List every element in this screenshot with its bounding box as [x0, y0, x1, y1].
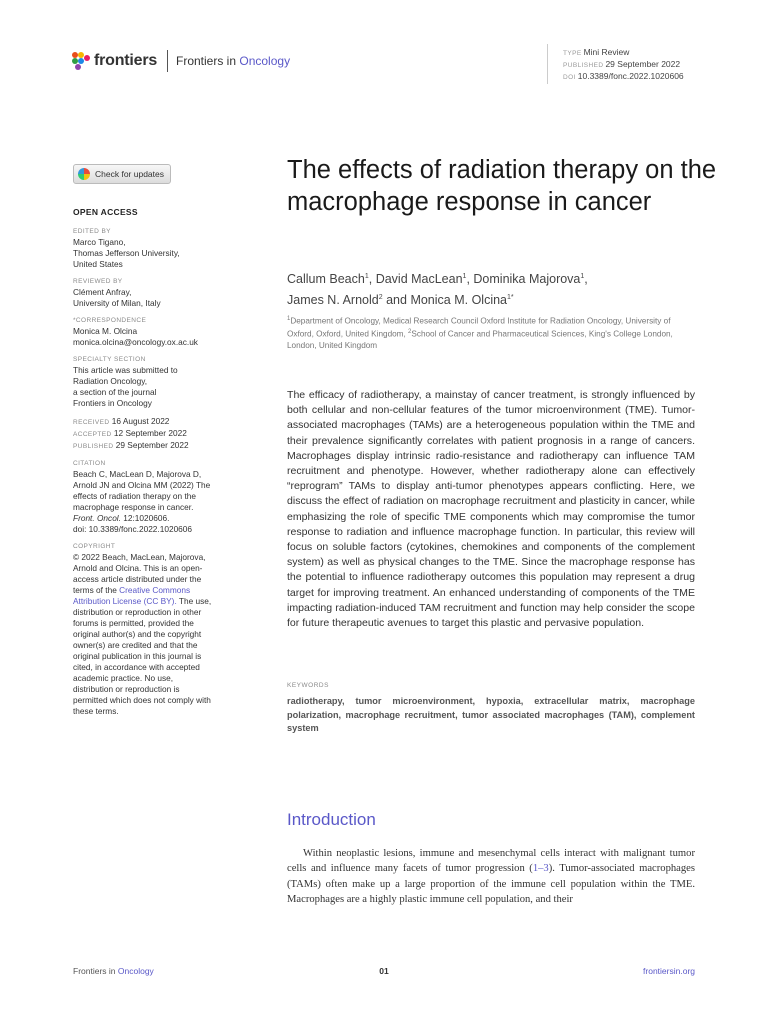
article-type: TYPE Mini Review [563, 47, 630, 57]
correspondence-email-link[interactable]: monica.olcina@oncology.ox.ac.uk [73, 337, 198, 347]
check-for-updates-button[interactable]: Check for updates [73, 164, 171, 184]
author[interactable]: Monica M. Olcina$^{1*}$ [410, 292, 514, 307]
keywords-label: KEYWORDS [287, 682, 329, 689]
meta-divider [547, 44, 548, 84]
brand-wordmark: frontiers [94, 52, 158, 69]
crossmark-icon [78, 168, 90, 180]
copyright-section: COPYRIGHT © 2022 Beach, MacLean, Majorova, Arnold and Olcina. This is an open- access article distributed under the terms of the Creative Commons Attribution License (CC BY). The use, distribution or reproduction in other forums is permitted, provided the original author(s) and the copyright owner(s) are credited and that the original publication in this journal is cited, in accordance with accepted academic practice. No use, distribution or reproduction is permitted which does not comply with these terms. [73, 543, 212, 716]
abstract: The efficacy of radiotherapy, a mainstay of cancer treatment, is strongly influenced by both cellular and non-cellular features of the tumor microenvironment (TME). Tumor-associated macrophages (TAMs) are a heterogeneous population within the TME and their prevalence significantly correlates with patient prognosis in a range of cancers. Macrophages display intrinsic radio-resistance and radiotherapy can influence TAM recruitment and phenotype. However, whether radiotherapy alone can effectively “reprogram” TAMs to display anti-tumor phenotypes appears conflicting. Here, we discuss the effect of radiation on macrophage recruitment and plasticity in cancer, while emphasizing the role of specific TME components which may compromise the tumor response to radiation and influence macrophage function. In particular, this review will focus on soluble factors (cytokines, chemokines and components of the complement system) as well as physical changes to the TME. Since the macrophage response has the potential to influence radiotherapy outcomes this population may represent a drug target for improving treatment. An enhanced understanding of components of the TME impacting radiation-induced TAM recruitment and function may help consider the scope for future therapeutic avenues to target this plastic and pervasive population. [287, 389, 695, 630]
introduction-paragraph: Within neoplastic lesions, immune and mesenchymal cells interact with malignant tumor cells and influence many facets of tumor progression (1–3). Tumor-associated macrophages (TAMs) often make up a large proportion of the immune cell population within the TME. Macrophages are a highly plastic immune cell population, and their [287, 848, 695, 906]
citation-section: CITATION Beach C, MacLean D, Majorova D, Arnold JN and Olcina MM (2022) The effects of radiation therapy on the macrophage response in cancer. Front. Oncol. 12:1020606. doi: 10.3389/fonc.2022.1020606 [73, 459, 243, 535]
article-title: The effects of radiation therapy on the macrophage response in cancer [287, 156, 717, 216]
author[interactable]: James N. Arnold$^2$ [287, 292, 383, 307]
dates-section: RECEIVED 16 August 2022 ACCEPTED 12 September 2022 PUBLISHED 29 September 2022 [73, 416, 189, 450]
reference-link[interactable]: 1–3 [532, 863, 549, 875]
published-date: PUBLISHED 29 September 2022 [563, 59, 681, 69]
reviewed-by-section: REVIEWED BY Clément Anfray, University of Milan, Italy [73, 278, 161, 308]
page-number: 01 [379, 966, 389, 976]
correspondence-section: *CORRESPONDENCE Monica M. Olcina monica.olcina@oncology.ox.ac.uk [73, 316, 243, 348]
journal-name[interactable]: Frontiers in Oncology [176, 54, 291, 68]
cc-license-link[interactable]: Creative Commons [119, 585, 191, 595]
cc-license-link-cont[interactable]: Attribution License (CC BY). [73, 596, 177, 606]
section-heading-introduction: Introduction [287, 810, 376, 829]
affiliations: $^1$Department of Oncology, Medical Research Council Oxford Institute for Radiation Oncology, University of Oxford, Oxford, United Kingdom, $^2$School of Cancer and Pharmaceutical Sciences, King's College London, London, United Kingdom [287, 316, 673, 351]
logo-separator [167, 50, 168, 72]
doi[interactable]: DOI 10.3389/fonc.2022.1020606 [563, 71, 684, 81]
author[interactable]: David MacLean$^1$ [375, 272, 467, 287]
open-access-label: OPEN ACCESS [73, 207, 138, 217]
specialty-section: SPECIALTY SECTION This article was submitted to Radiation Oncology, a section of the journal Frontiers in Oncology [73, 356, 178, 408]
frontiers-logo-mark-icon [72, 52, 90, 70]
author[interactable]: Callum Beach$^1$ [287, 272, 369, 287]
footer-site-link[interactable]: frontiersin.org [643, 966, 695, 976]
footer-journal[interactable]: Frontiers in Oncology [73, 966, 154, 976]
citation-doi-link[interactable]: doi: 10.3389/fonc.2022.1020606 [73, 524, 193, 534]
edited-by-section: EDITED BY Marco Tigano, Thomas Jefferson University, United States [73, 228, 180, 269]
author-list: Callum Beach$^1$, David MacLean$^1$, Dominika Majorova$^1$, James N. Arnold$^2$ and Monica M. Olcina$^{1*}$ [287, 272, 588, 307]
keywords: radiotherapy, tumor microenvironment, hypoxia, extracellular matrix, macrophage polarization, macrophage recruitment, tumor associated macrophages (TAM), complement system [287, 696, 695, 733]
article-info-sidebar [73, 207, 243, 724]
frontiers-logo[interactable] [72, 50, 157, 72]
author[interactable]: Dominika Majorova$^1$ [473, 272, 585, 287]
